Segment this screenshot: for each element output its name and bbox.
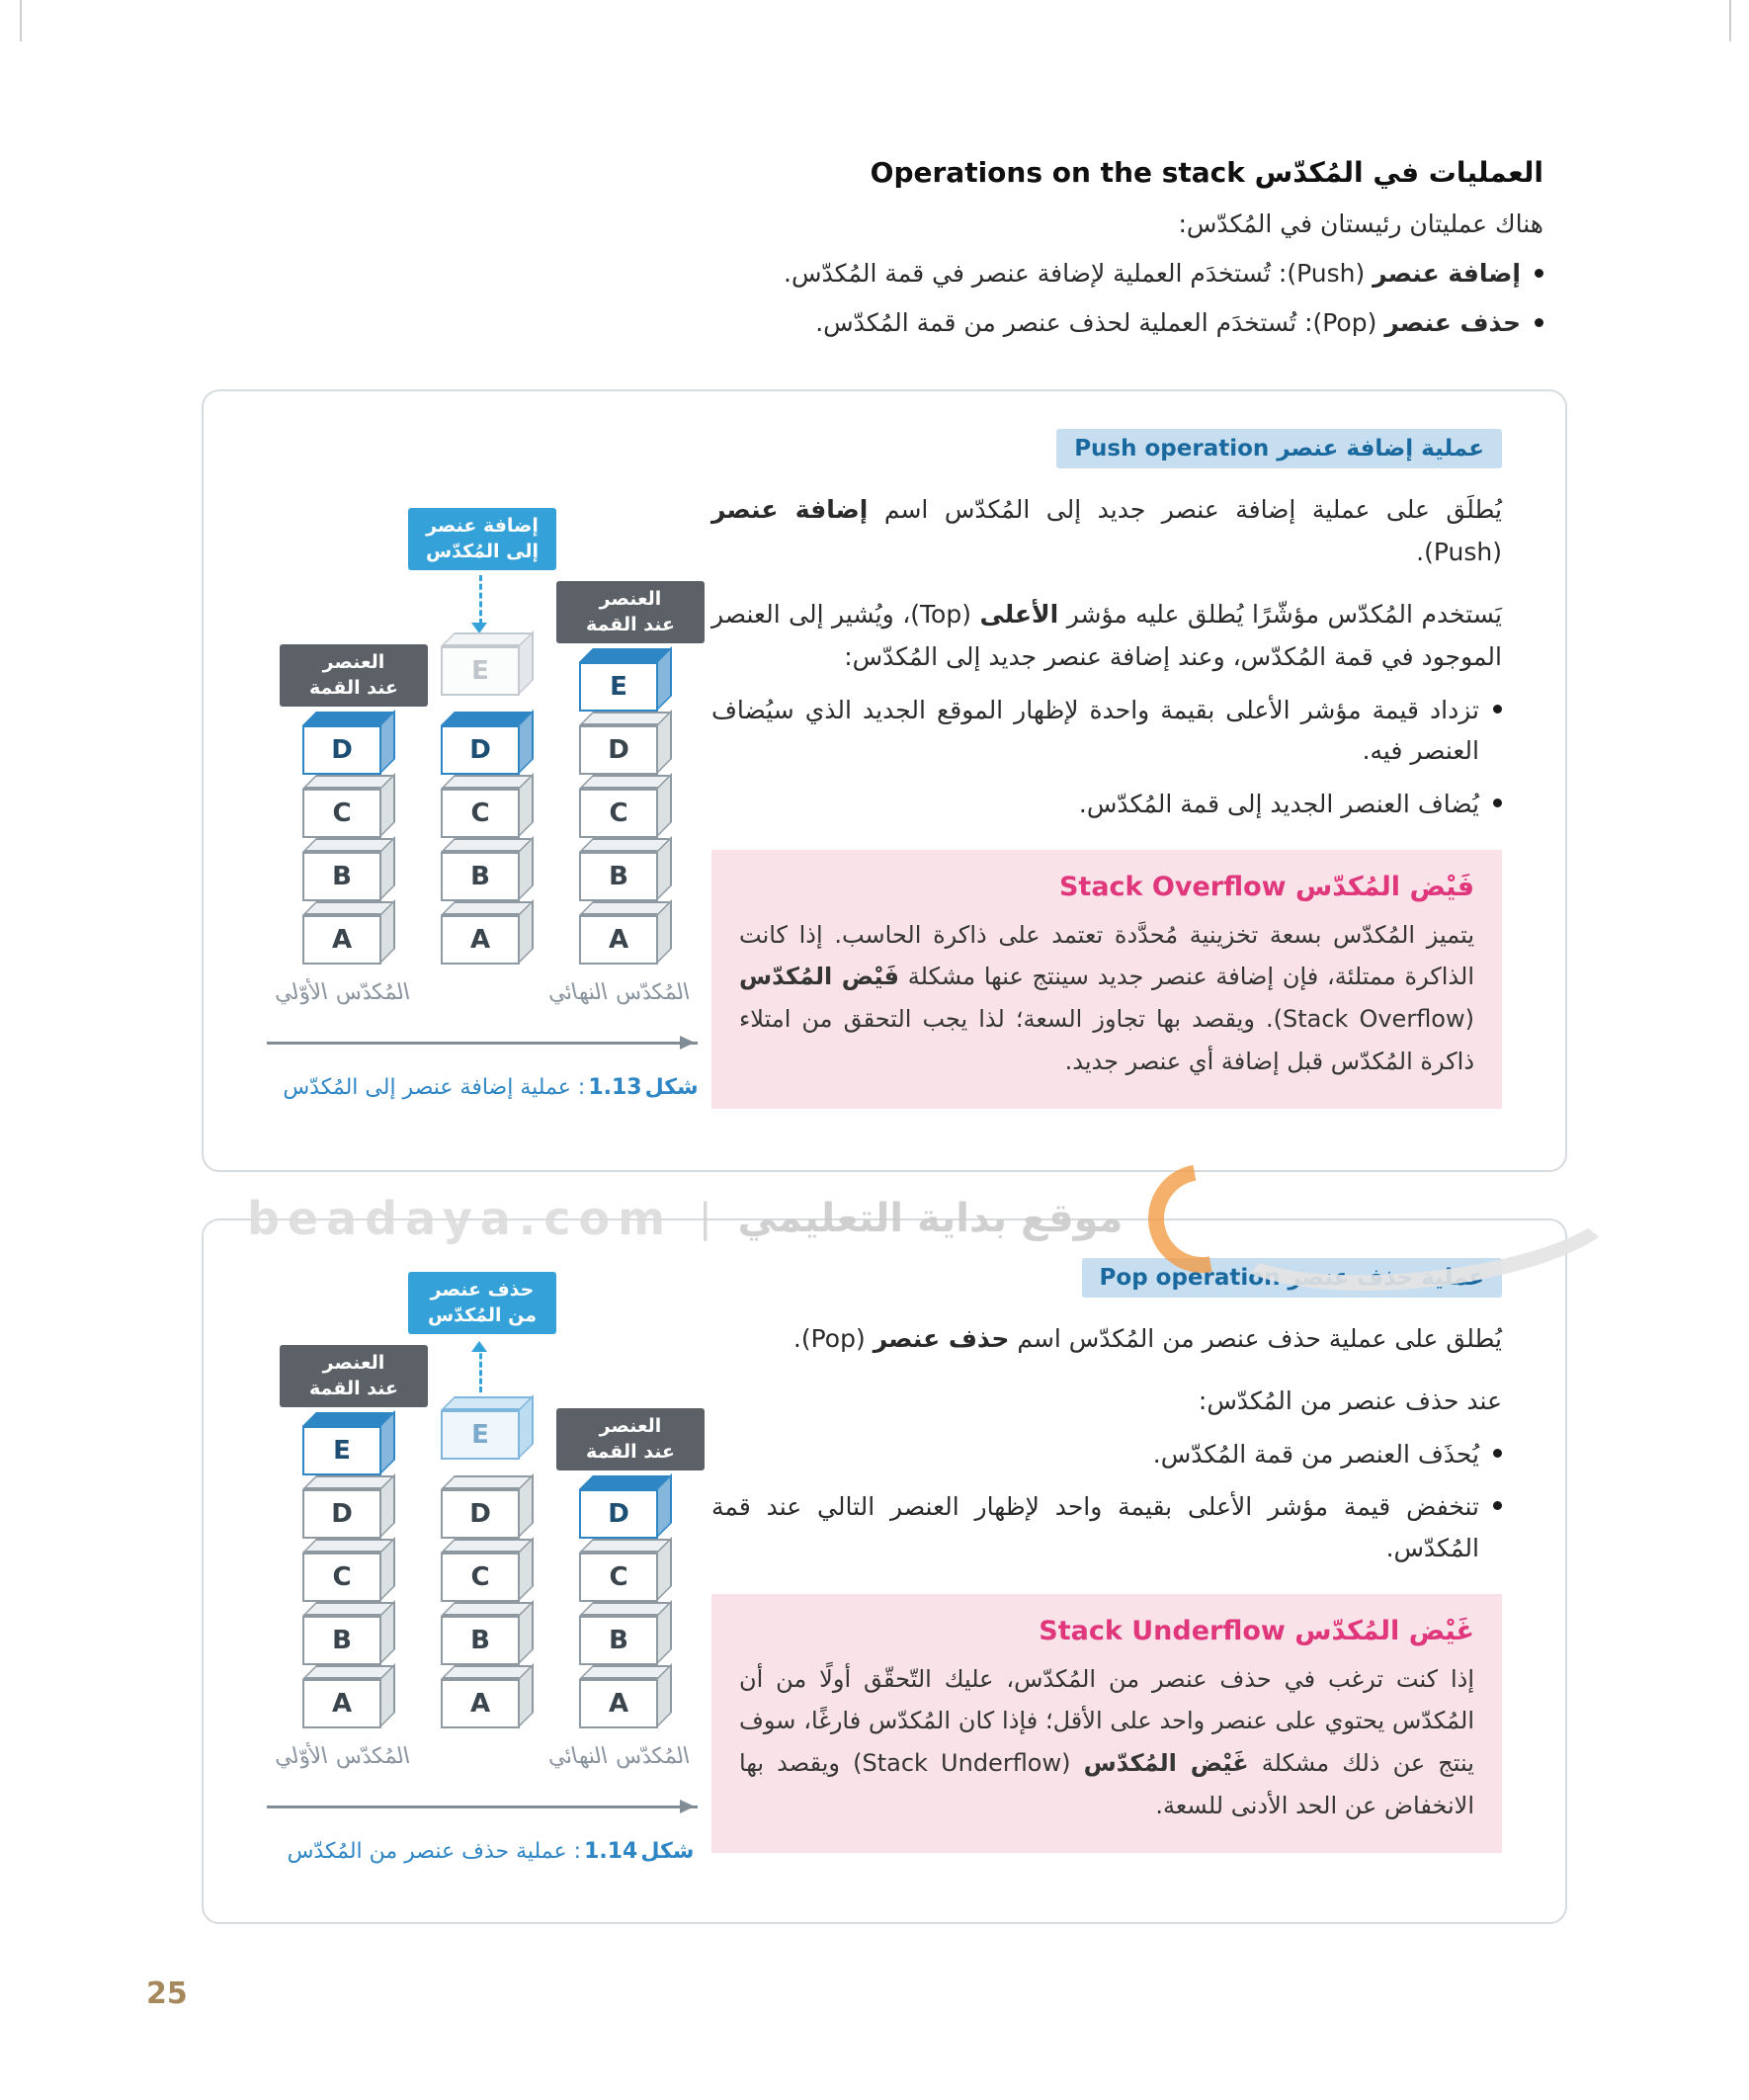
pop-operation-badge — [1082, 1258, 1502, 1298]
stack-cell-e-ghost: E — [441, 1410, 520, 1460]
stack-underflow-box — [711, 1594, 1502, 1853]
pop-bullet-list — [711, 1434, 1502, 1568]
push-operation-badge — [1056, 429, 1502, 468]
page-title-arabic: العمليات في المُكدّس — [1254, 156, 1543, 189]
stack-cell-d: D — [579, 1489, 658, 1539]
push-arrow-down — [479, 575, 482, 625]
stack-overflow-box — [711, 850, 1502, 1109]
final-stack-label: المُكدّس النهائي — [544, 1744, 693, 1769]
stack-cell-a: A — [579, 1679, 658, 1728]
pop-list-item-1: يُحذَف العنصر من قمة المُكدّس. — [711, 1434, 1502, 1474]
top-element-badge-initial: العنصر عند القمة — [280, 1345, 428, 1407]
intro-bullet-push — [654, 254, 1543, 294]
stack-cell-d: D — [441, 725, 520, 775]
stack-cell-b: B — [441, 1616, 520, 1665]
stack-cell-c: C — [441, 1553, 520, 1602]
stack-cell-e: E — [579, 662, 658, 712]
figure-push-diagram — [231, 508, 750, 1126]
stack-cell-c: C — [441, 789, 520, 838]
stack-cell-b: B — [579, 1616, 658, 1665]
intro-bullet-pop — [654, 303, 1543, 343]
stack-underflow-body: إذا كنت ترغب في حذف عنصر من المُكدّس، عليك التّحقّق أولًا من أن المُكدّس يحتوي على عنصر واحد على الأقل؛ فإذا كان المُكدّس فارغًا، سوف ينتج عن ذلك مشكلة غَيْض المُكدّس (Stack Underflow) ويقصد بها الانخفاض عن الحد الأدنى للسعة. — [739, 1664, 1474, 1819]
stack-cell-b: B — [579, 852, 658, 901]
stack-overflow-title: فَيْض المُكدّس Stack Overflow — [1058, 871, 1474, 902]
stack-cell-b: B — [302, 1616, 381, 1665]
push-list-item-2: يُضاف العنصر الجديد إلى قمة المُكدّس. — [711, 784, 1502, 824]
watermark-site-text: beadaya.com — [247, 1192, 674, 1245]
bullet-dot — [1493, 1501, 1502, 1510]
watermark-separator: | — [699, 1196, 712, 1241]
top-element-badge-final: العنصر عند القمة — [556, 1408, 705, 1470]
page-number: 25 — [146, 1976, 188, 2011]
bullet-dot — [1493, 1449, 1502, 1458]
pop-list-item-2: تنخفض قيمة مؤشر الأعلى بقيمة واحد لإظهار العنصر التالي عند قمة المُكدّس. — [711, 1486, 1502, 1568]
top-element-badge-final: العنصر عند القمة — [556, 581, 705, 643]
pop-paragraph-2: عند حذف عنصر من المُكدّس: — [1198, 1386, 1502, 1415]
stack-cell-d: D — [441, 1489, 520, 1539]
figure-pop-diagram — [231, 1272, 750, 1890]
stack-cell-a: A — [441, 1679, 520, 1728]
bullet-dot — [1493, 798, 1502, 807]
push-list-item-1: تزداد قيمة مؤشر الأعلى بقيمة واحدة لإظهار الموقع الجديد الذي سيُضاف العنصر فيه. — [711, 690, 1502, 772]
stack-underflow-title: غَيْض المُكدّس Stack Underflow — [1039, 1615, 1474, 1646]
print-mark-right — [1729, 0, 1731, 42]
top-element-badge-initial: العنصر عند القمة — [280, 644, 428, 707]
figure-1-14-caption: شكل1.14: عملية حذف عنصر من المُكدّس — [287, 1839, 695, 1864]
stack-cell-b: B — [441, 852, 520, 901]
bullet-dot — [1535, 318, 1543, 327]
progression-arrow — [267, 1042, 698, 1045]
push-paragraph-2: يَستخدم المُكدّس مؤشّرًا يُطلق عليه مؤشر الأعلى (Top)، ويُشير إلى العنصر الموجود في قمة المُكدّس، وعند إضافة عنصر جديد إلى المُكدّس: — [711, 600, 1503, 671]
pop-operation-section — [202, 1218, 1567, 1924]
stack-cell-a: A — [579, 915, 658, 965]
pop-badge-arabic: عملية حذف عنصر — [1288, 1265, 1484, 1291]
stack-cell-a: A — [302, 915, 381, 965]
figure-1-13-caption: شكل1.13: عملية إضافة عنصر إلى المُكدّس — [283, 1075, 699, 1100]
page-title-english: Operations on the stack — [870, 156, 1245, 189]
print-mark-left — [20, 0, 22, 42]
pop-text-column — [711, 1258, 1502, 1853]
pop-arrow-up — [479, 1345, 482, 1392]
stack-cell-b: B — [302, 852, 381, 901]
stack-cell-c: C — [302, 789, 381, 838]
page-title — [654, 156, 1543, 189]
push-badge-arabic: عملية إضافة عنصر — [1277, 436, 1484, 462]
pop-badge-english: Pop operation — [1099, 1265, 1281, 1291]
stack-cell-e-ghost: E — [441, 646, 520, 696]
initial-stack-label: المُكدّس الأوّلي — [271, 1744, 413, 1769]
pop-paragraph-1: يُطلق على عملية حذف عنصر من المُكدّس اسم حذف عنصر (Pop). — [792, 1324, 1502, 1353]
stack-cell-a: A — [441, 915, 520, 965]
push-action-badge: إضافة عنصر إلى المُكدّس — [408, 508, 556, 570]
final-stack-label: المُكدّس النهائي — [544, 980, 693, 1005]
page-header — [654, 156, 1543, 343]
bullet-dot — [1535, 269, 1543, 278]
stack-overflow-body: يتميز المُكدّس بسعة تخزينية مُحدَّدة تعتمد على ذاكرة الحاسب. إذا كانت الذاكرة ممتلئة، فإن إضافة عنصر جديد سينتج عنها مشكلة فَيْض المُكدّس (Stack Overflow). ويقصد بها تجاوز السعة؛ لذا يجب التحقق من امتلاء ذاكرة المُكدّس قبل إضافة أي عنصر جديد. — [739, 920, 1475, 1075]
intro-bullet-pop-text: حذف عنصر (Pop): تُستخدَم العملية لحذف عنصر من قمة المُكدّس. — [815, 308, 1521, 337]
stack-cell-c: C — [579, 1553, 658, 1602]
push-text-column — [711, 429, 1502, 1109]
pop-action-badge: حذف عنصر من المُكدّس — [408, 1272, 556, 1334]
initial-stack-label: المُكدّس الأوّلي — [271, 980, 413, 1005]
intro-text: هناك عمليتان رئيستان في المُكدّس: — [1178, 210, 1543, 238]
bullet-dot — [1493, 705, 1502, 714]
watermark-arabic-text: موقع بداية التعليمي — [737, 1196, 1124, 1241]
stack-cell-d: D — [302, 1489, 381, 1539]
push-badge-english: Push operation — [1074, 436, 1270, 462]
push-bullet-list — [711, 690, 1502, 824]
progression-arrow — [267, 1806, 698, 1808]
stack-cell-c: C — [579, 789, 658, 838]
intro-bullet-push-text: إضافة عنصر (Push): تُستخدَم العملية لإضافة عنصر في قمة المُكدّس. — [784, 259, 1521, 288]
push-operation-section — [202, 389, 1567, 1172]
stack-cell-a: A — [302, 1679, 381, 1728]
push-paragraph-1: يُطلَق على عملية إضافة عنصر جديد إلى المُكدّس اسم إضافة عنصر (Push). — [711, 495, 1503, 566]
stack-cell-d: D — [302, 725, 381, 775]
stack-cell-c: C — [302, 1553, 381, 1602]
stack-cell-d: D — [579, 725, 658, 775]
stack-cell-e: E — [302, 1426, 381, 1475]
